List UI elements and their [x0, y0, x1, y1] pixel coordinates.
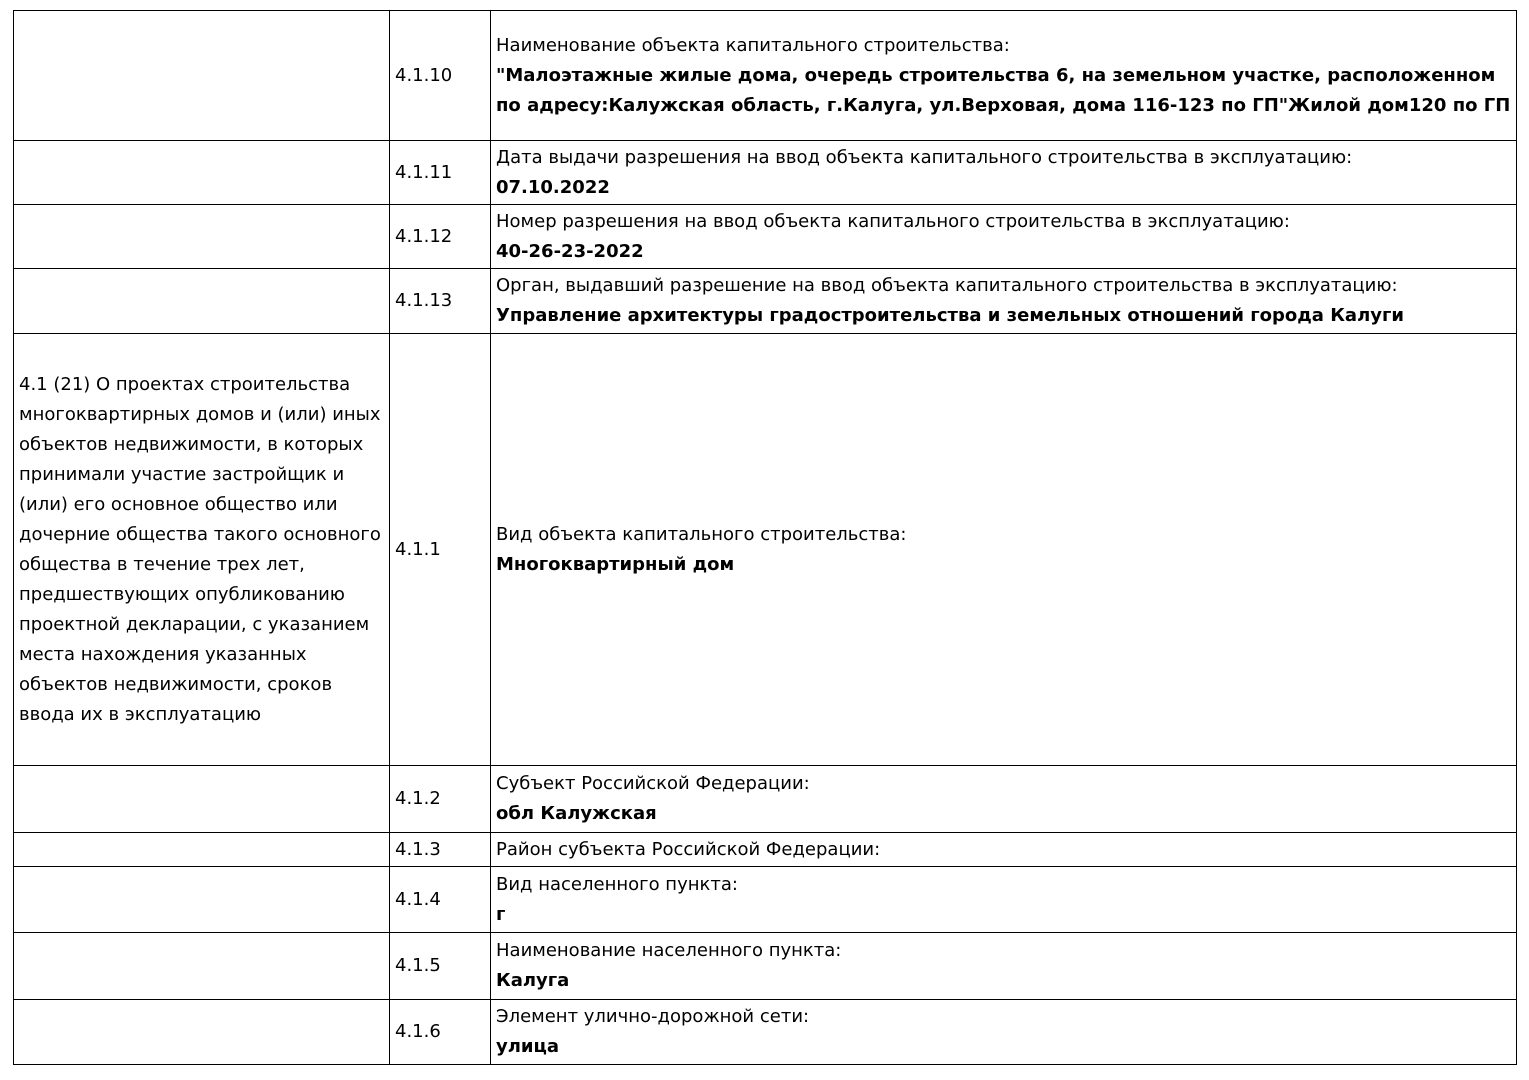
field-value: г	[496, 903, 506, 925]
section-cell	[14, 766, 390, 833]
field-value: Управление архитектуры градостроительства и земельных отношений города Калуги	[496, 305, 1405, 326]
row-number-cell	[390, 1000, 491, 1065]
table-row	[14, 933, 1517, 1000]
table-row	[14, 141, 1517, 205]
section-cell	[14, 269, 390, 334]
field-label: Вид объекта капитального строительства:	[496, 523, 907, 545]
content-cell	[491, 269, 1517, 334]
table-row	[14, 11, 1517, 141]
field-label: Субъект Российской Федерации:	[496, 773, 810, 794]
row-number-cell	[390, 11, 491, 141]
field-value: Калуга	[496, 970, 570, 991]
item-number: 4.1.13	[395, 290, 453, 311]
table-row	[14, 205, 1517, 269]
field-label: Вид населенного пункта:	[496, 873, 738, 895]
field-label: Орган, выдавший разрешение на ввод объекта капитального строительства в эксплуатацию:	[496, 275, 1398, 296]
field-value: улица	[496, 1036, 560, 1057]
content-cell	[491, 334, 1517, 766]
table-row	[14, 269, 1517, 334]
field-label: Номер разрешения на ввод объекта капитального строительства в эксплуатацию:	[496, 210, 1290, 232]
section-cell	[14, 11, 390, 141]
row-number-cell	[390, 933, 491, 1000]
table-row	[14, 1000, 1517, 1065]
section-text: 4.1 (21) О проектах строительства многоквартирных домов и (или) иных объектов недвижимости, в которых принимали участие застройщик и (или) его основное общество или дочерние общества такого основного общества в течение трех лет, предшествующих опубликованию проектной декларации, с указанием места нахождения указанных объектов недвижимости, сроков ввода их в эксплуатацию	[19, 373, 381, 725]
content-cell	[491, 1000, 1517, 1065]
field-value: обл Калужская	[496, 803, 657, 824]
item-number: 4.1.10	[395, 64, 453, 86]
section-cell	[14, 334, 390, 766]
section-cell	[14, 205, 390, 269]
content-cell	[491, 11, 1517, 141]
section-cell	[14, 867, 390, 933]
item-number: 4.1.3	[395, 838, 441, 860]
content-cell	[491, 766, 1517, 833]
table-row	[14, 833, 1517, 867]
row-number-cell	[390, 334, 491, 766]
field-value: "Малоэтажные жилые дома, очередь строительства 6, на земельном участке, расположенном по адресу:Калужская область, г.Калуга, ул.Верховая, дома 116-123 по ГП"Жилой дом120 по ГП	[496, 64, 1511, 116]
section-cell	[14, 933, 390, 1000]
section-cell	[14, 141, 390, 205]
row-number-cell	[390, 766, 491, 833]
row-number-cell	[390, 867, 491, 933]
row-number-cell	[390, 141, 491, 205]
content-cell	[491, 867, 1517, 933]
table-row	[14, 766, 1517, 833]
content-cell	[491, 141, 1517, 205]
field-label: Наименование объекта капитального строительства:	[496, 34, 1010, 56]
row-number-cell	[390, 833, 491, 867]
item-number: 4.1.6	[395, 1021, 441, 1042]
table-row	[14, 334, 1517, 766]
item-number: 4.1.1	[395, 538, 441, 560]
row-number-cell	[390, 269, 491, 334]
field-value: 07.10.2022	[496, 176, 610, 198]
field-value: 40-26-23-2022	[496, 240, 644, 262]
content-cell	[491, 833, 1517, 867]
item-number: 4.1.12	[395, 225, 453, 247]
field-label: Дата выдачи разрешения на ввод объекта капитального строительства в эксплуатацию:	[496, 146, 1353, 168]
field-label: Наименование населенного пункта:	[496, 940, 842, 961]
field-label: Элемент улично-дорожной сети:	[496, 1006, 810, 1027]
item-number: 4.1.5	[395, 955, 441, 976]
section-cell	[14, 833, 390, 867]
declaration-table	[13, 10, 1517, 1065]
content-cell	[491, 933, 1517, 1000]
item-number: 4.1.11	[395, 161, 453, 183]
table-row	[14, 867, 1517, 933]
field-label: Район субъекта Российской Федерации:	[496, 838, 881, 860]
content-cell	[491, 205, 1517, 269]
item-number: 4.1.2	[395, 788, 441, 809]
section-cell	[14, 1000, 390, 1065]
field-value: Многоквартирный дом	[496, 553, 735, 575]
item-number: 4.1.4	[395, 888, 441, 910]
row-number-cell	[390, 205, 491, 269]
